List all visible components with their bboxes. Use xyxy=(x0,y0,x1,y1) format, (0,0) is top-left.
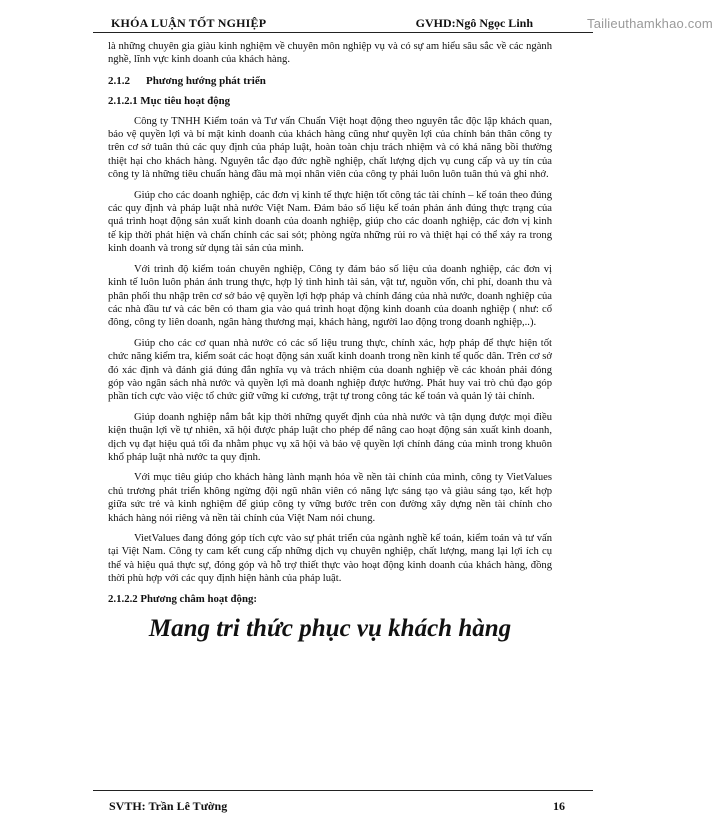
paragraph: Giúp cho các doanh nghiệp, các đơn vị kinh tế thực hiện tốt công tác tài chính – kế toán theo đúng các quy định và pháp luật nhà nước Việt Nam. Đảm bảo số liệu kế toán phản ánh đúng thực trạng của quá trình hoạt động sản xuất kinh doanh của doanh nghiệp, giúp cho các doanh nghiệp, các đơn vị kinh tế kịp thời phát hiện và chấn chỉnh các sai sót; phòng ngừa những rủi ro và thiệt hại có thể xảy ra trong kinh doanh và trong sử dụng tài sản của mình. xyxy=(108,189,552,255)
paragraph: VietValues đang đóng góp tích cực vào sự phát triển của ngành nghề kế toán, kiểm toán và tư vấn tại Việt Nam. Công ty cam kết cung cấp những dịch vụ chuyên nghiệp, chất lượng, mang lại lợi ích cụ thể và hiệu quả thực sự, đóng góp và hỗ trợ thiết thực vào hoạt động kinh doanh của khách hàng, đồng thời phù hợp với các quy định hiện hành của pháp luật. xyxy=(108,533,552,585)
page-body xyxy=(108,40,552,644)
footer-student: SVTH: Trần Lê Tường xyxy=(109,799,228,813)
section-number: 2.1.2 xyxy=(108,74,130,87)
paragraph: Công ty TNHH Kiểm toán và Tư vấn Chuẩn Việt hoạt động theo nguyên tắc độc lập khách quan, bảo vệ quyền lợi và bí mật kinh doanh của khách hàng cũng như quyền lợi của chính bản thân công ty trên cơ sở tuân thủ các quy định của pháp luật, hoàn toàn chịu trách nhiệm và có khả năng bồi thường thiệt hại cho khách hàng. Nguyên tắc đạo đức nghề nghiệp, chất lượng dịch vụ cung cấp và uy tín của công ty là những tiêu chuẩn hàng đầu mà mọi nhân viên của công ty phải luôn luôn tuân thủ và ghi nhớ. xyxy=(108,115,552,181)
paragraph: Giúp doanh nghiệp nắm bắt kịp thời những quyết định của nhà nước và tận dụng được mọi điều kiện thuận lợi về tự nhiên, xã hội được pháp luật cho phép để nâng cao hoạt động sản xuất kinh doanh, dịch vụ đạt hiệu quả tối đa nhằm phục vụ xã hội và bảo vệ quyền lợi chính đáng của mình trong khuôn khổ pháp luật nhà nước ta quy định. xyxy=(108,411,552,463)
section-title: Phương hướng phát triển xyxy=(146,74,266,87)
paragraph: Với trình độ kiểm toán chuyên nghiệp, Công ty đảm bảo số liệu của doanh nghiệp, các đơn vị kinh tế luôn luôn phản ánh trung thực, hợp lý tình hình tài sản, vật tư, nguồn vốn, chi phí, doanh thu và phân phối thu nhập trên cơ sở bảo vệ quyền lợi hợp pháp và chính đáng của nhà nước, doanh nghiệp của các nhà đầu tư và các bên có tham gia vào quá trình hoạt động kinh doanh của doanh nghiệp ( như: cổ đông, công ty liên doanh, ngân hàng thương mại, khách hàng, người lao động trong doanh nghiệp,..). xyxy=(108,263,552,329)
paragraph: Giúp cho các cơ quan nhà nước có các số liệu trung thực, chính xác, hợp pháp để thực hiện tốt chức năng kiểm tra, kiểm soát các hoạt động sản xuất kinh doanh trong nền kinh tế quốc dân. Trên cơ sở đó xác định và đánh giá đúng đắn nghĩa vụ và trách nhiệm của doanh nghiệp về các khoản phải đóng góp vào ngân sách nhà nước và quyền lợi mà doanh nghiệp được hưởng. Phát huy vai trò chủ đạo góp phần tích cực vào việc tổ chức giữ vững kỉ cương, trật tự trong công tác kế toán và quản lý tài chính. xyxy=(108,337,552,403)
subsection-heading-objectives: 2.1.2.1 Mục tiêu hoạt động xyxy=(108,95,231,108)
watermark: Tailieuthamkhao.com xyxy=(587,16,713,31)
section-heading xyxy=(108,75,552,88)
slogan: Mang tri thức phục vụ khách hàng xyxy=(148,615,512,643)
header-advisor: GVHD:Ngô Ngọc Linh xyxy=(415,16,533,30)
paragraph: Với mục tiêu giúp cho khách hàng lành mạnh hóa về nền tài chính của mình, công ty VietValues chủ trương phát triển không ngừng đội ngũ nhân viên có năng lực sáng tạo và giàu sáng tạo, kết hợp giữa sức trẻ và kinh nghiệm để giúp công ty vững bước trên con đường xây dựng nền tài chính cho khách hàng nói riêng và nền tài chính của Việt Nam nói chung. xyxy=(108,472,552,524)
header-title: KHÓA LUẬN TỐT NGHIỆP xyxy=(111,16,267,30)
page-header xyxy=(93,10,713,33)
page-number: 16 xyxy=(553,799,565,813)
intro-paragraph: là những chuyên gia giàu kinh nghiệm về chuyên môn nghiệp vụ và có sự am hiểu sâu sắc về các ngành nghề, lĩnh vực kinh doanh của khách hàng. xyxy=(108,41,552,66)
subsection-heading-motto: 2.1.2.2 Phương châm hoạt động: xyxy=(108,592,257,605)
page-footer xyxy=(93,790,593,817)
